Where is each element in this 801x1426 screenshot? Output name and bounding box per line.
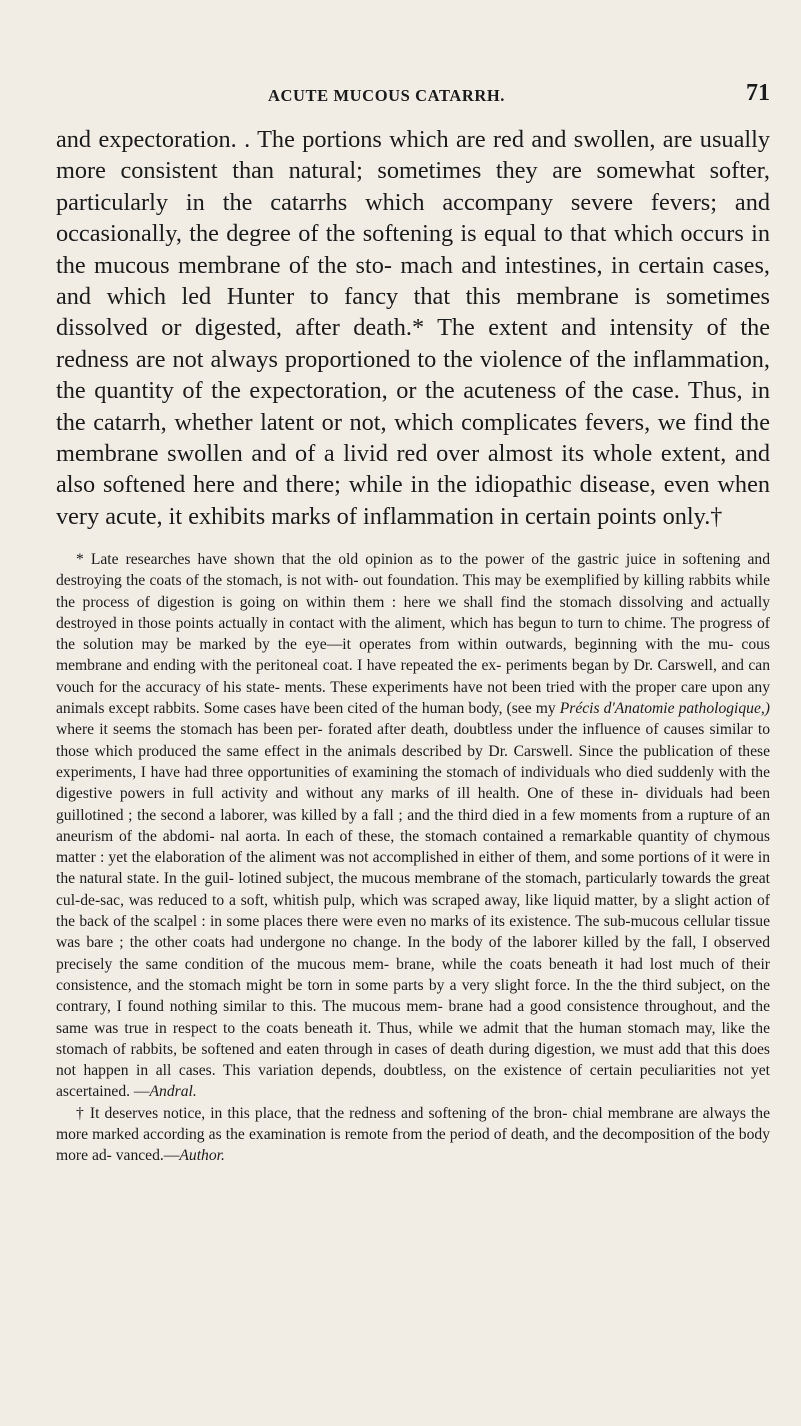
running-title: ACUTE MUCOUS CATARRH. bbox=[268, 86, 506, 105]
main-text bbox=[56, 124, 770, 532]
footnote-1-text-start: * Late researches have shown that the old opinion as to the power of the gastric juice in softening and destroying the coats of the stomach, is not with- out foundation. This may be exemplified by killing rabbits while the process of digestion is going on within them : here we shall find the stomach dissolving and actually destroyed in those points actually in contact with the aliment, which has begun to turn to chime. The progress of the solution may be marked by the eye—it operates from within outwards, beginning with the mu- cous membrane and ending with the peritoneal coat. I have repeated the ex- periments began by Dr. Carswell, and can vouch for the accuracy of his state- ments. These experiments have not been tried with the proper care upon any animals except rabbits. Some cases have been cited of the human body, (see my bbox=[56, 551, 770, 718]
footnote-1 bbox=[56, 549, 770, 1103]
body-paragraph: and expectoration. . The portions which are red and swollen, are usually more consistent than natural; sometimes they are somewhat softer, particularly in the catarrhs which accompany severe fevers; and occasionally, the degree of the softening is equal to that which occurs in the mucous membrane of the sto- mach and intestines, in certain cases, and which led Hunter to fancy that this membrane is sometimes dissolved or digested, after death.* The extent and intensity of the redness are not always proportioned to the violence of the inflammation, the quantity of the expectoration, or the acuteness of the case. Thus, in the catarrh, whether latent or not, which complicates fevers, we find the membrane swollen and of a livid red over almost its whole extent, and also softened here and there; while in the idiopathic disease, even when very acute, it exhibits marks of inflammation in certain points only.† bbox=[56, 126, 770, 530]
footnote-1-book-title: Précis d'Anatomie pathologique,) bbox=[559, 700, 770, 718]
footnotes bbox=[56, 549, 770, 1167]
page-number: 71 bbox=[746, 80, 770, 106]
footnote-2-author: Author. bbox=[179, 1147, 225, 1165]
footnote-2 bbox=[56, 1103, 770, 1167]
footnote-1-text-end: where it seems the stomach has been per- forated after death, doubtless under the influence of causes similar to those which produced the same effect in the animals described by Dr. Carswell. Since the publication of these experiments, I have had three opportunities of examining the stomach of individuals who died suddenly with the digestive powers in full activity and without any marks of ill health. One of these in- dividuals had been guillotined ; the second a laborer, was killed by a fall ; and the third died in a few moments from a rupture of an aneurism of the abdomi- nal aorta. In each of these, the stomach contained a remarkable quantity of chymous matter : yet the elaboration of the aliment was not accomplished in either of them, and some portions of it were in the natural state. In the guil- lotined subject, the mucous membrane of the stomach, particularly towards the great cul-de-sac, was reduced to a soft, whitish pulp, which was scraped away, like liquid matter, by a slight action of the back of the scalpel : in some places there were even no marks of its existence. The sub-mucous cellular tissue was bare ; the other coats had undergone no change. In the body of the laborer killed by the fall, I observed precisely the same condition of the mucous mem- brane, while the coats beneath it had lost much of their consistence, and the stomach might be torn in some parts by a very slight force. In the the third subject, on the contrary, I found nothing similar to this. The mucous mem- brane had a good consistence throughout, and the same was true in respect to the coats beneath it. Thus, while we admit that the human stomach may, like the stomach of rabbits, be softened and eaten through in cases of death during digestion, we must add that this does not happen in all cases. This variation depends, doubtless, on the existence of certain peculiarities not yet ascertained. — bbox=[56, 721, 770, 1101]
footnote-2-text: † It deserves notice, in this place, that the redness and softening of the bron- chial membrane are always the more marked according as the examination is remote from the period of death, and the decomposition of the body more ad- vanced.— bbox=[56, 1104, 770, 1165]
footnote-1-author: Andral. bbox=[149, 1083, 197, 1101]
running-head bbox=[250, 80, 770, 116]
